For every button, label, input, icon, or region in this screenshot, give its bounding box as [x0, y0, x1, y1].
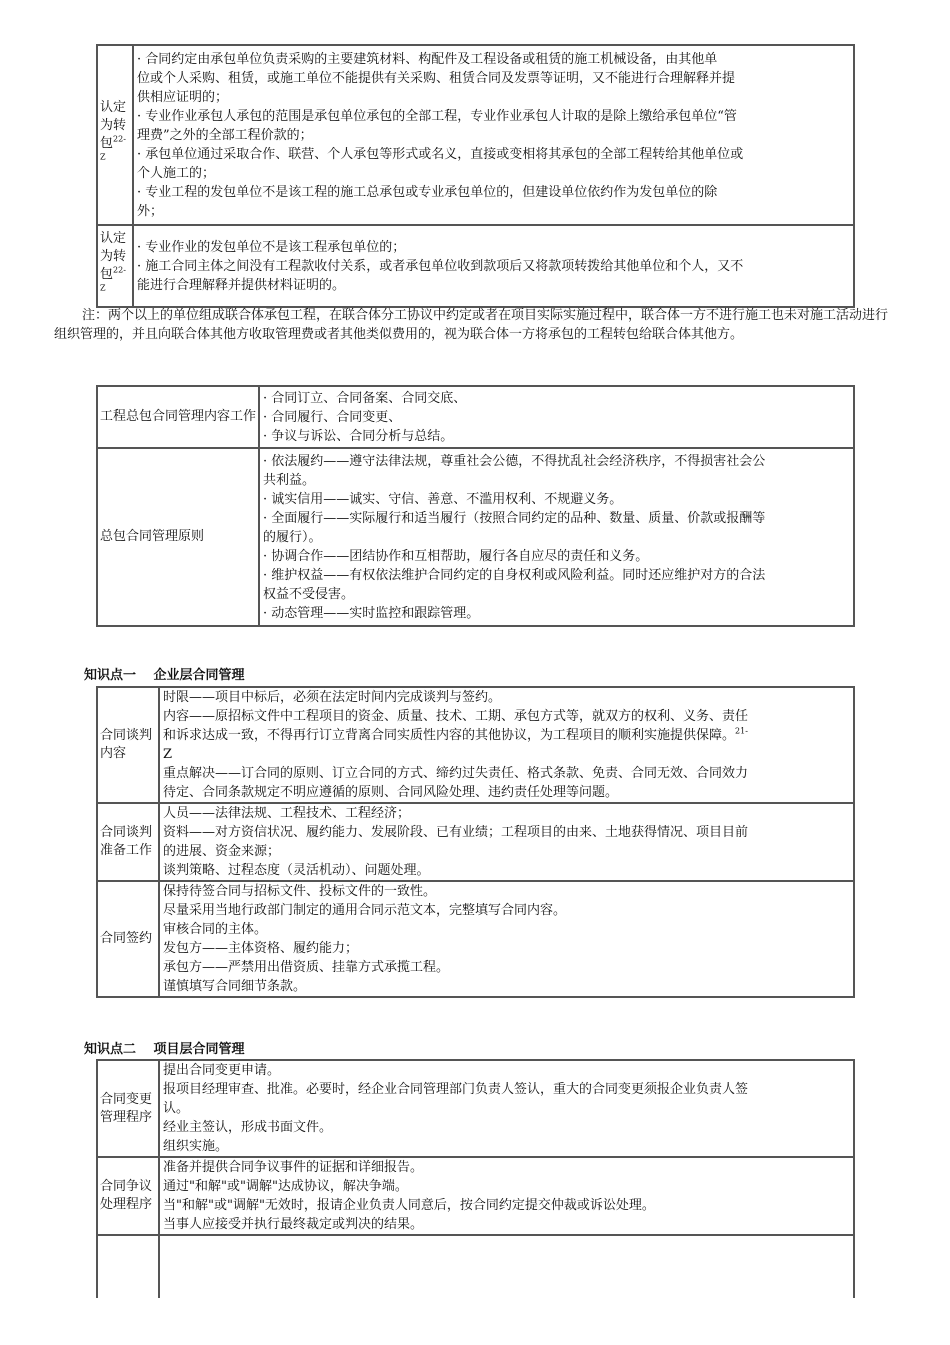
list-item: · 合同订立、合同备案、合同交底、: [263, 390, 467, 406]
list-item: 理费”之外的全部工程价款的；: [137, 127, 313, 143]
list-item: 准备并提供合同争议事件的证据和详细报告。: [163, 1160, 424, 1175]
list-item: 权益不受侵害。: [263, 586, 355, 602]
list-item: 人员——法律法规、工程技术、工程经济；: [163, 806, 411, 821]
section-heading: 知识点二 项目层合同管理: [84, 1042, 245, 1057]
row-content: [133, 225, 854, 307]
note-paragraph: 注：两个以上的单位组成联合体承包工程，在联合体分工协议中约定或者在项目实际实施过程中，联合体一方不进行施工也未对施工活动进行组织管理的，并且向联合体其他方收取管理费或者其他类似费用的，视为联合体一方将承包的工程转包给联合体其他方。: [54, 308, 889, 342]
row-content: [159, 1157, 854, 1235]
section-heading: 知识点一 企业层合同管理: [84, 668, 245, 683]
empty-cell: [159, 1235, 854, 1298]
row-label: 合同谈判内容: [97, 687, 159, 803]
list-item: 认。: [163, 1101, 190, 1116]
ref-mark: 22-Z: [100, 134, 126, 162]
row-content: [159, 881, 854, 997]
list-item: · 协调合作——团结协作和互相帮助，履行各自应尽的责任和义务。: [263, 548, 649, 564]
general-contract-table: [96, 385, 855, 627]
list-item: 供相应证明的；: [137, 89, 229, 105]
subcontract-table: [96, 44, 855, 308]
table-row: [97, 881, 854, 997]
list-item: 重点解决——订合同的原则、订立合同的方式、缔约过失责任、格式条款、免责、合同无效、合同效力: [163, 766, 749, 781]
list-item: [163, 726, 851, 745]
list-item: 谨慎填写合同细节条款。: [163, 979, 307, 994]
list-item: 当"和解"或"调解"无效时，报请企业负责人同意后，按合同约定提交仲裁或诉讼处理。: [163, 1198, 655, 1213]
list-item: · 依法履约——遵守法律法规，尊重社会公德，不得扰乱社会经济秩序，不得损害社会公: [263, 453, 766, 469]
project-contract-table: [96, 1059, 855, 1298]
row-content: [259, 386, 854, 448]
list-item: 的进展、资金来源；: [163, 844, 281, 859]
list-item: 能进行合理解释并提供材料证明的。: [137, 277, 346, 293]
row-label: 合同变更管理程序: [97, 1060, 159, 1157]
list-item: 待定、合同条款规定不明应遵循的原则、合同风险处理、违约责任处理等问题。: [163, 785, 619, 800]
list-item: 提出合同变更申请。: [163, 1063, 281, 1078]
row-content: [159, 803, 854, 881]
table-row: [97, 803, 854, 881]
list-item: 外；: [137, 203, 164, 219]
list-item: 时限——项目中标后，必须在法定时间内完成谈判与签约。: [163, 690, 502, 705]
list-item: 当事人应接受并执行最终裁定或判决的结果。: [163, 1217, 424, 1232]
list-item: 的履行）。: [263, 529, 322, 545]
list-item: · 诚实信用——诚实、守信、善意、不滥用权利、不规避义务。: [263, 491, 623, 507]
row-label-text: 认定为转包: [100, 100, 127, 151]
list-item: 报项目经理审查、批准。必要时，经企业合同管理部门负责人签认，重大的合同变更须报企业负责人签: [163, 1082, 749, 1097]
row-content: [259, 448, 854, 626]
list-item: 通过"和解"或"调解"达成协议，解决争端。: [163, 1179, 408, 1194]
row-content: [133, 45, 854, 225]
list-item: 个人施工的；: [137, 165, 216, 181]
list-item: · 全面履行——实际履行和适当履行（按照合同约定的品种、数量、质量、价款或报酬等: [263, 510, 766, 526]
list-item: 保持待签合同与招标文件、投标文件的一致性。: [163, 884, 437, 899]
list-item: 经业主签认，形成书面文件。: [163, 1120, 333, 1135]
list-item: · 合同履行、合同变更、: [263, 409, 402, 425]
table-row: [97, 1235, 854, 1298]
table-row: [97, 225, 854, 307]
list-item: 内容——原招标文件中工程项目的资金、质量、技术、工期、承包方式等，就双方的权利、义务、责任: [163, 709, 749, 724]
table-row: [97, 687, 854, 803]
table-row: [97, 448, 854, 626]
table-row: [97, 386, 854, 448]
list-item: 发包方——主体资格、履约能力；: [163, 941, 359, 956]
table-row: [97, 1060, 854, 1157]
enterprise-contract-table: [96, 686, 855, 998]
row-label: 合同签约: [97, 881, 159, 997]
list-item: 共利益。: [263, 472, 316, 488]
list-item: Z: [163, 747, 173, 762]
row-label: 合同争议处理程序: [97, 1157, 159, 1235]
row-label-text: 认定为转包: [100, 231, 127, 282]
table-row: [97, 1157, 854, 1235]
list-item: · 维护权益——有权依法维护合同约定的自身权利或风险利益。同时还应维护对方的合法: [263, 567, 766, 583]
list-item: · 承包单位通过采取合作、联营、个人承包等形式或名义，直接或变相将其承包的全部工程转给其他单位或: [137, 146, 744, 162]
list-item: · 施工合同主体之间没有工程款收付关系，或者承包单位收到款项后又将款项转拨给其他单位和个人，又不: [137, 258, 744, 274]
list-item: 位或个人采购、租赁，或施工单位不能提供有关采购、租赁合同及发票等证明，又不能进行合理解释并提: [137, 70, 736, 86]
list-item: 谈判策略、过程态度（灵活机动）、问题处理。: [163, 863, 430, 878]
ref-mark: 21-: [735, 726, 748, 736]
row-label: 工程总包合同管理内容工作: [97, 386, 259, 448]
table-row: [97, 45, 854, 225]
list-item: · 争议与诉讼、合同分析与总结。: [263, 428, 454, 444]
list-item: 资料——对方资信状况、履约能力、发展阶段、已有业绩；工程项目的由来、土地获得情况、项目目前: [163, 825, 749, 840]
list-item: · 动态管理——实时监控和跟踪管理。: [263, 605, 480, 621]
row-label: [97, 225, 133, 307]
list-item: 审核合同的主体。: [163, 922, 268, 937]
row-label: 合同谈判准备工作: [97, 803, 159, 881]
list-item: · 专业工程的发包单位不是该工程的施工总承包或专业承包单位的，但建设单位依约作为发包单位的除: [137, 184, 718, 200]
list-item: · 合同约定由承包单位负责采购的主要建筑材料、构配件及工程设备或租赁的施工机械设备，由其他单: [137, 51, 718, 67]
empty-cell: [97, 1235, 159, 1298]
list-item: 尽量采用当地行政部门制定的通用合同示范文本，完整填写合同内容。: [163, 903, 567, 918]
list-item: 承包方——严禁用出借资质、挂靠方式承揽工程。: [163, 960, 450, 975]
row-content: [159, 687, 854, 803]
row-label: [97, 45, 133, 225]
row-content: [159, 1060, 854, 1157]
list-item: · 专业作业承包人承包的范围是承包单位承包的全部工程，专业作业承包人计取的是除上缴给承包单位“管: [137, 108, 737, 124]
ref-mark: 22-Z: [100, 265, 126, 293]
row-label: 总包合同管理原则: [97, 448, 259, 626]
list-item: · 专业作业的发包单位不是该工程承包单位的；: [137, 239, 406, 255]
line-text: 和诉求达成一致，不得再行订立背离合同实质性内容的其他协议，为工程项目的顺利实施提供保障。: [163, 728, 736, 743]
list-item: 组织实施。: [163, 1139, 229, 1154]
